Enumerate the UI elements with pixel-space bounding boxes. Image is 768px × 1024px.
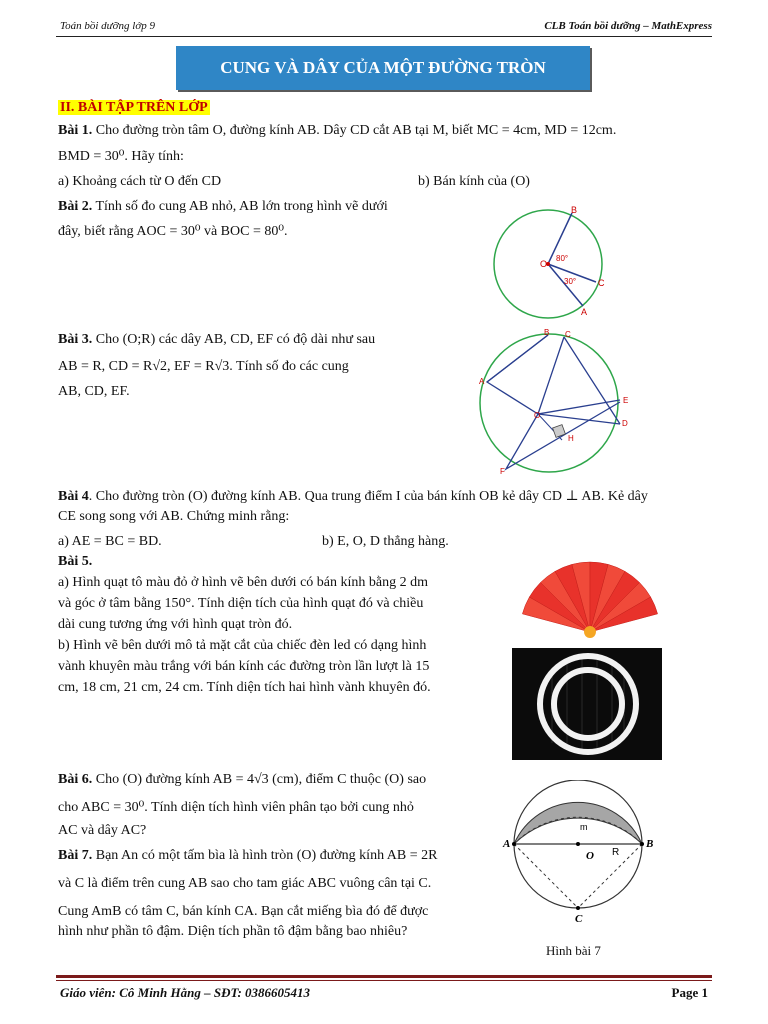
bai5-label: Bài 5.: [58, 554, 93, 569]
bai3-fig-C: C: [565, 330, 571, 339]
bai3-line2: AB = R, CD = R√2, EF = R√3. Tính số đo các cung: [58, 359, 349, 374]
bai3-fig-A: A: [479, 377, 485, 386]
bai4-line1: Bài 4. Cho đường tròn (O) đường kính AB. Qua trung điểm I của bán kính OB kẻ dây CD ⊥ AB. Kẻ dây: [58, 489, 648, 504]
bai3-fig-O: O: [534, 411, 541, 420]
header-divider: [56, 36, 712, 37]
bai7-figure: [500, 780, 690, 930]
bai1-line1: Bài 1. Cho đường tròn tâm O, đường kính AB. Dây CD cắt AB tại M, biết MC = 4cm, MD = 12cm.: [58, 123, 617, 138]
bai7-fig-A: A: [503, 838, 511, 850]
bai2-fig-A: A: [581, 307, 588, 317]
bai6-line3: AC và dây AC?: [58, 823, 147, 838]
bai6-line1: Bài 6. Cho (O) đường kính AB = 4√3 (cm), điểm C thuộc (O) sao: [58, 772, 427, 787]
bai7-line3: Cung AmB có tâm C, bán kính CA. Bạn cắt miếng bìa đó để được: [58, 904, 429, 919]
bai2-line1: Bài 2. Tính số đo cung AB nhỏ, AB lớn trong hình vẽ dưới: [58, 199, 388, 214]
bai5-a3: dài cung tương ứng với hình quạt tròn đó.: [58, 617, 293, 632]
bai7-fig-m: m: [580, 822, 588, 832]
bai4-a: a) AE = BC = BD.: [58, 534, 162, 549]
bai2-fig-ang30: 30°: [564, 277, 577, 286]
bai2-fig-B: B: [571, 205, 578, 215]
bai3-line3: AB, CD, EF.: [58, 384, 130, 399]
bai5-b2: vành khuyên màu trắng với bán kính các đường tròn lần lượt là 15: [58, 659, 430, 674]
bai3-fig-H: H: [568, 434, 574, 443]
bai4-b: b) E, O, D thẳng hàng.: [322, 534, 449, 549]
bai2-fig-O: O: [540, 259, 548, 269]
fan-figure: [516, 560, 666, 644]
footer-divider-thin: [56, 980, 712, 981]
section-heading: II. BÀI TẬP TRÊN LỚP: [60, 100, 208, 115]
bai7-fig-R: R: [612, 847, 620, 858]
page-number: Page 1: [671, 985, 708, 1000]
header-left: Toán bồi dưỡng lớp 9: [60, 20, 155, 32]
bai3-fig-E: E: [623, 396, 629, 405]
bai1-b: b) Bán kính của (O): [418, 174, 530, 189]
bai7-caption: Hình bài 7: [546, 943, 601, 958]
bai6-line2: cho ABC = 30⁰. Tính diện tích hình viên phân tạo bởi cung nhỏ: [58, 800, 414, 815]
bai3-fig-B: B: [544, 328, 550, 337]
bai3-figure: [476, 328, 636, 478]
bai7-line2: và C là điểm trên cung AB sao cho tam giác ABC vuông cân tại C.: [58, 876, 432, 891]
footer-teacher: Giáo viên: Cô Minh Hằng – SĐT: 0386605413: [60, 985, 311, 1000]
bai7-fig-C: C: [575, 913, 583, 925]
bai2-fig-C: C: [598, 278, 605, 288]
bai2-figure: [492, 200, 642, 320]
bai3-fig-D: D: [622, 419, 628, 428]
bai5-b3: cm, 18 cm, 21 cm, 24 cm. Tính diện tích hai hình vành khuyên đó.: [58, 680, 431, 695]
bai1-line2: BMD = 30⁰. Hãy tính:: [58, 149, 184, 164]
led-ring-figure: [512, 648, 662, 760]
bai5-b1: b) Hình vẽ bên dưới mô tả mặt cắt của chiếc đèn led có dạng hình: [58, 638, 427, 653]
footer-divider-thick: [56, 975, 712, 978]
bai1-a: a) Khoảng cách từ O đến CD: [58, 174, 222, 189]
bai2-fig-ang80: 80°: [556, 254, 569, 263]
page-header: [60, 18, 712, 36]
header-right: CLB Toán bồi dưỡng – MathExpress: [544, 20, 712, 32]
bai2-line2: đây, biết rằng AOC = 30⁰ và BOC = 80⁰.: [58, 224, 288, 239]
bai7-line1: Bài 7. Bạn An có một tấm bìa là hình tròn (O) đường kính AB = 2R: [58, 848, 438, 863]
bai7-fig-O: O: [586, 850, 594, 862]
bai7-line4: hình như phần tô đậm. Diện tích phần tô đậm bằng bao nhiêu?: [58, 924, 408, 939]
bai5-a2: và góc ở tâm bằng 150°. Tính diện tích của hình quạt đó và chiều: [58, 596, 424, 611]
bai4-line2: CE song song với AB. Chứng minh rằng:: [58, 509, 290, 524]
page-title: CUNG VÀ DÂY CỦA MỘT ĐƯỜNG TRÒN: [176, 46, 590, 90]
page-footer: [60, 985, 708, 1001]
bai3-fig-F: F: [500, 467, 505, 476]
bai3-line1: Bài 3. Cho (O;R) các dây AB, CD, EF có độ dài như sau: [58, 332, 376, 347]
bai7-fig-B: B: [646, 838, 654, 850]
bai5-a1: a) Hình quạt tô màu đỏ ở hình vẽ bên dưới có bán kính bằng 2 dm: [58, 575, 428, 590]
